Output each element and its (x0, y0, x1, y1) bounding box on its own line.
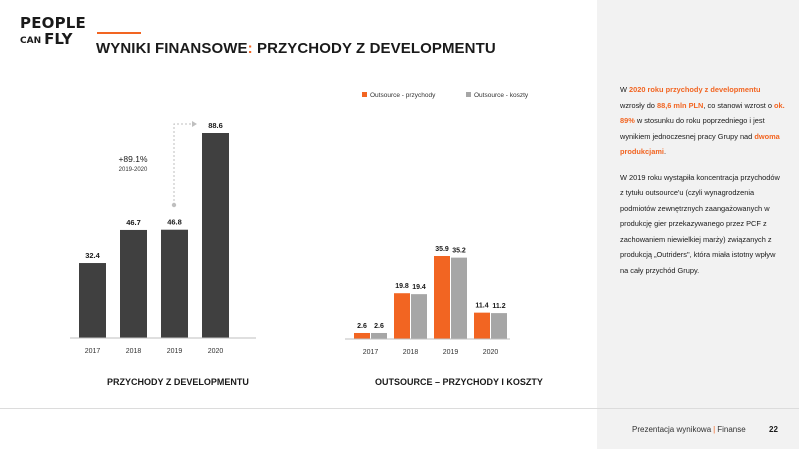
growth-period: 2019-2020 (118, 167, 148, 173)
p1-highlight-3: ok. 89% (620, 100, 785, 125)
value-label-przychody-2020: 11.4 (475, 302, 489, 310)
chart2-legend (362, 92, 529, 99)
footer-section: Finanse (717, 425, 746, 434)
title-rest: PRZYCHODY Z DEVELOPMENTU (252, 40, 496, 57)
x-tick-2018: 2018 (402, 349, 419, 356)
legend-swatch-przychody (362, 92, 367, 97)
x-tick-2020: 2020 (207, 348, 224, 355)
value-label-koszty-2020: 11.2 (492, 303, 506, 311)
legend-label-koszty: Outsource - koszty (474, 92, 529, 99)
logo-fly: FLY (44, 30, 73, 48)
value-label-2019: 46.8 (167, 217, 182, 227)
value-label-2020: 88.6 (208, 121, 223, 130)
legend-label-przychody: Outsource - przychody (370, 92, 436, 99)
title-colon: : (247, 40, 253, 57)
side-paragraph-1 (620, 82, 785, 160)
x-tick-2017: 2017 (362, 349, 379, 356)
page-title (96, 40, 496, 57)
p1-text-5: . (663, 147, 667, 156)
footer-presentation: Prezentacja wynikowa (632, 425, 712, 434)
value-label-2017: 32.4 (85, 251, 100, 261)
p1-text-4: w stosunku do roku poprzedniego i jest wynikiem jednoczesnej pracy Grupy nad (620, 116, 765, 141)
p1-text-2: wzrosły do (620, 100, 657, 110)
bar-przychody-2019 (434, 256, 450, 339)
bar-2018 (120, 230, 147, 338)
page-number: 22 (769, 425, 778, 434)
company-logo (20, 16, 86, 47)
logo-line-people: PEOPLE (20, 14, 86, 32)
value-label-koszty-2019: 35.2 (452, 247, 466, 255)
bar-2019 (161, 230, 188, 338)
development-revenue-chart (70, 110, 270, 360)
value-label-przychody-2019: 35.9 (435, 246, 449, 253)
p1-highlight-1: 2020 roku przychody z developmentu (629, 85, 761, 94)
growth-arrow-dot (172, 203, 176, 207)
chart1-caption: PRZYCHODY Z DEVELOPMENTU (107, 377, 249, 387)
bar-przychody-2017 (354, 333, 370, 339)
title-main: WYNIKI FINANSOWE (96, 40, 248, 57)
growth-arrow-head (192, 121, 197, 127)
value-label-przychody-2017: 2.6 (357, 322, 367, 330)
value-label-przychody-2018: 19.8 (395, 283, 409, 291)
x-tick-2018: 2018 (125, 348, 142, 355)
footer-label (632, 425, 746, 434)
p1-highlight-2: 88,6 mln PLN (656, 100, 704, 110)
legend-swatch-koszty (466, 92, 471, 97)
x-tick-2019: 2019 (442, 349, 459, 356)
outsource-chart (345, 85, 545, 360)
chart2-caption: OUTSOURCE – PRZYCHODY I KOSZTY (375, 377, 543, 387)
x-tick-2017: 2017 (84, 348, 101, 355)
x-tick-2020: 2020 (482, 349, 499, 356)
side-paragraph-2: W 2019 roku wystąpiła koncentracja przychodów z tytułu outsource'u (czyli wynagrodzenia podmiotów zewnętrznych zaangażowanych w produkcję gier przekazywanego przez PCF z zachowaniem niewielkiej marży) związanych z produkcją „Outriders", która miała istotny wpływ na cały przychód Grupy. (620, 172, 780, 275)
p1-text-1: W (620, 85, 630, 94)
side-commentary (620, 82, 785, 288)
bar-koszty-2017 (371, 333, 387, 339)
p1-highlight-4: dwoma produkcjami (620, 131, 780, 156)
bar-2017 (79, 263, 106, 338)
logo-can: CAN (20, 36, 42, 46)
value-label-koszty-2017: 2.6 (374, 322, 384, 330)
growth-value: +89.1% (118, 154, 148, 164)
value-label-koszty-2018: 19.4 (412, 284, 426, 292)
title-accent-line (97, 32, 141, 34)
footer-separator: | (713, 425, 716, 434)
logo-line-can-fly (20, 32, 86, 47)
bar-koszty-2020 (491, 313, 507, 339)
x-tick-2019: 2019 (166, 348, 183, 355)
growth-annotation (118, 154, 148, 173)
bar-koszty-2018 (411, 294, 427, 339)
bar-2020 (202, 133, 229, 338)
footer-divider (0, 408, 799, 409)
p1-text-3: , co stanowi wzrost o (703, 100, 775, 110)
value-label-2018: 46.7 (126, 217, 141, 227)
growth-arrow (174, 124, 192, 205)
bar-przychody-2020 (474, 313, 490, 339)
bar-koszty-2019 (451, 258, 467, 339)
bar-przychody-2018 (394, 293, 410, 339)
